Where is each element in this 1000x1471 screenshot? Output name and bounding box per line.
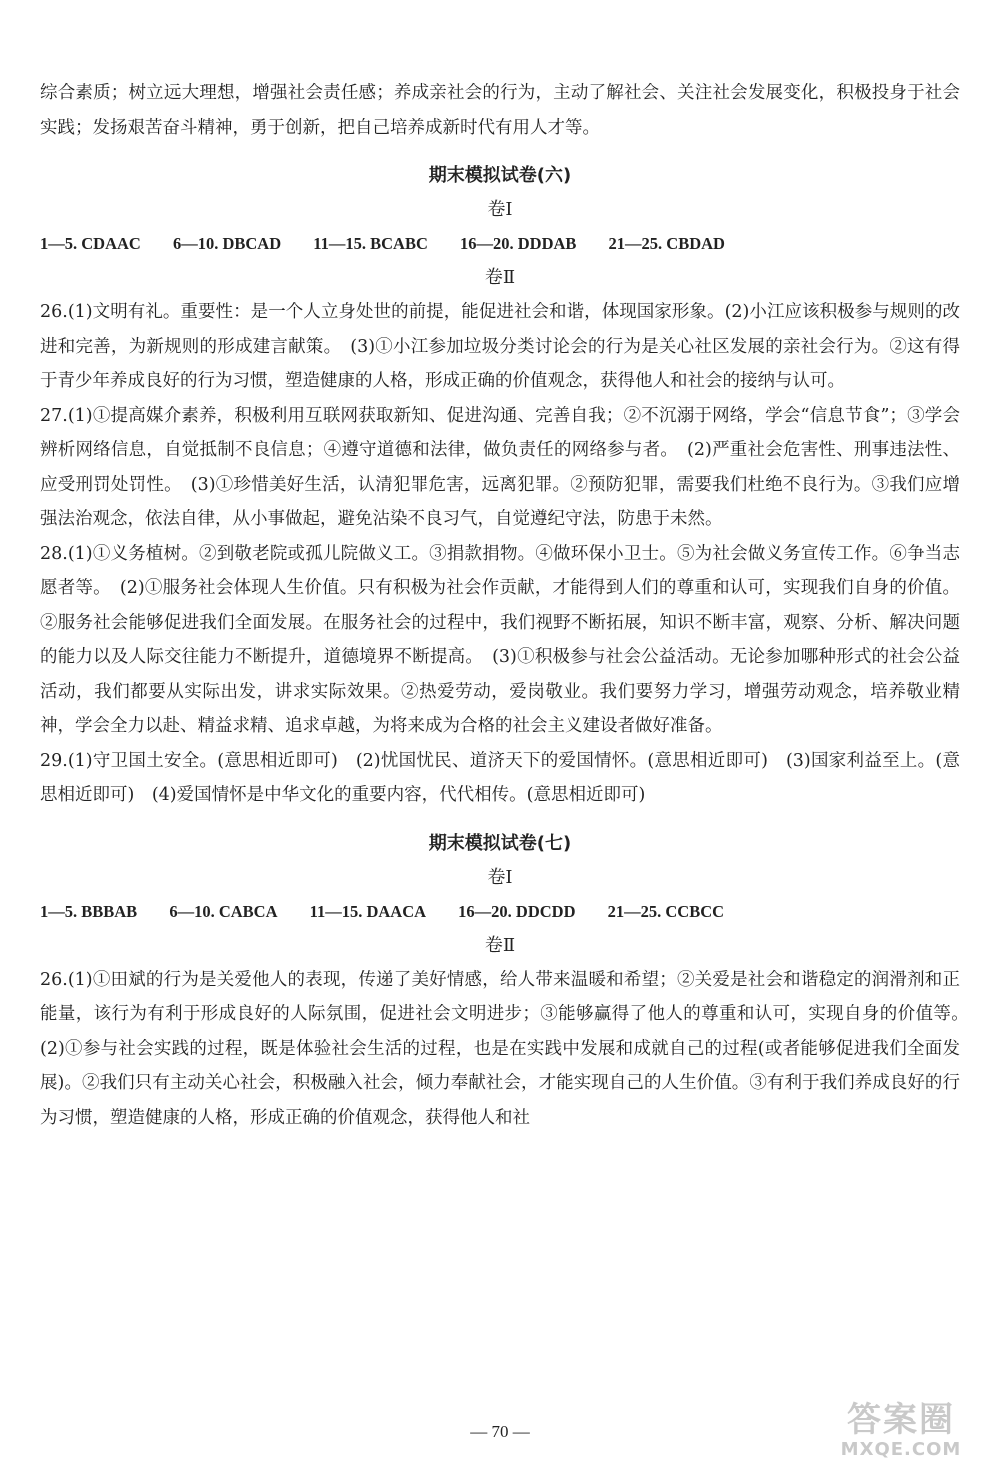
choice-group: 6—10. DBCAD: [172, 234, 282, 253]
exam6-q26: 26.(1)文明有礼。重要性：是一个人立身处世的前提，能促进社会和谐，体现国家形象。(2)小江应该积极参与规则的改进和完善，为新规则的形成建言献策。 (3)①小江参加垃圾分类讨论会的行为是关心社区发展的亲社会行为。②这有得于青少年养成良好的行为习惯，塑造健康的人格，形成正确的价值观念，获得他人和社会的接纳与认可。: [40, 302, 960, 391]
exam7-q26: 26.(1)①田斌的行为是关爱他人的表现，传递了美好情感，给人带来温暖和希望；②关爱是社会和谐稳定的润滑剂和正能量，该行为有利于形成良好的人际氛围，促进社会文明进步；③能够赢得了他人的尊重和认可，实现自身的价值等。 (2)①参与社会实践的过程，既是体验社会生活的过程，也是在实践中发展和成就自己的过程(或者能够促进我们全面发展)。②我们只有主动关心社会，积极融入社会，倾力奉献社会，才能实现自己的人生价值。③有利于我们养成良好的行为习惯，塑造健康的人格，形成正确的价值观念，获得他人和社: [40, 969, 978, 1128]
watermark-url-text: MXQE.COM: [840, 1439, 962, 1460]
choice-group: 1—5. CDAAC: [40, 234, 141, 253]
watermark-main-text: 答案圈: [847, 1400, 955, 1440]
exam6-q28: 28.(1)①义务植树。②到敬老院或孤儿院做义工。③捐款捐物。④做环保小卫士。⑤为社会做义务宣传工作。⑥争当志愿者等。 (2)①服务社会体现人生价值。只有积极为社会作贡献，才能得到人们的尊重和认可，实现我们自身的价值。②服务社会能够促进我们全面发展。在服务社会的过程中，我们视野不断拓展，知识不断丰富，观察、分析、解决问题的能力以及人际交往能力不断提升，道德境界不断提高。 (3)①积极参与社会公益活动。无论参加哪种形式的社会公益活动，我们都要从实际出发，讲求实际效果。②热爱劳动，爱岗敬业。我们要努力学习，增强劳动观念，培养敬业精神，学会全力以赴、精益求精、追求卓越，为将来成为合格的社会主义建设者做好准备。: [40, 543, 960, 736]
choice-group: 21—25. CCBCC: [607, 901, 725, 921]
exam6-part2-heading: 卷Ⅱ: [484, 267, 516, 288]
choice-group: 16—20. DDDAB: [460, 234, 577, 253]
choice-group: 6—10. CABCA: [169, 901, 278, 921]
choice-group: 11—15. BCABC: [313, 234, 428, 253]
choice-group: 16—20. DDCDD: [458, 901, 576, 921]
exam6-title: 期末模拟试卷(六): [428, 165, 572, 186]
exam7-choice-answers: [40, 895, 960, 929]
answer-page: [40, 76, 978, 1135]
exam6-q27: 27.(1)①提高媒介素养，积极利用互联网获取新知、促进沟通、完善自我；②不沉溺于网络，学会“信息节食”；③学会辨析网络信息，自觉抵制不良信息；④遵守道德和法律，做负责任的网络参与者。 (2)严重社会危害性、刑事违法性、应受刑罚处罚性。 (3)①珍惜美好生活，认清犯罪危害，远离犯罪。②预防犯罪，需要我们杜绝不良行为。③我们应增强法治观念，依法自律，从小事做起，避免沾染不良习气，自觉遵纪守法，防患于未然。: [40, 405, 960, 529]
choice-group: 11—15. DAACA: [309, 901, 427, 921]
intro-paragraph: 综合素质；树立远大理想，增强社会责任感；养成亲社会的行为，主动了解社会、关注社会发展变化，积极投身于社会实践；发扬艰苦奋斗精神，勇于创新，把自己培养成新时代有用人才等。: [40, 83, 960, 138]
exam6-section: [40, 159, 960, 813]
exam6-choice-answers: [40, 227, 960, 261]
choice-group: 21—25. CBDAD: [608, 234, 725, 253]
exam7-part2-heading: 卷Ⅱ: [484, 934, 516, 956]
exam7-part1-heading: 卷Ⅰ: [487, 866, 513, 888]
exam6-part1-heading: 卷Ⅰ: [487, 199, 513, 220]
watermark-logo: [816, 1401, 986, 1465]
choice-group: 1—5. BBBAB: [40, 901, 138, 921]
exam6-q29: 29.(1)守卫国土安全。(意思相近即可) (2)忧国忧民、道济天下的爱国情怀。(意思相近即可) (3)国家利益至上。(意思相近即可) (4)爱国情怀是中华文化的重要内容，代代相传。(意思相近即可): [40, 750, 960, 805]
exam7-title: 期末模拟试卷(七): [428, 832, 572, 854]
exam7-section: [40, 827, 978, 1136]
page-number: — 70 —: [470, 1422, 530, 1441]
